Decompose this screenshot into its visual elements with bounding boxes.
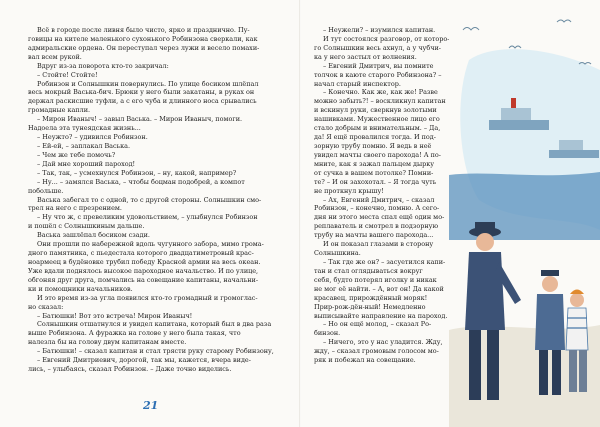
text-line: но сказал: xyxy=(28,302,64,311)
text-line: реплаватель и смотрел в подзорную xyxy=(314,222,439,231)
text-line: Всё в городе после ливня было чисто, ярко и празднично. Пу- xyxy=(37,26,250,34)
text-line: – Евгений Дмитрич, вы помните xyxy=(323,61,434,70)
page-number: 21 xyxy=(143,399,159,412)
text-line: громадные капли. xyxy=(28,106,91,115)
text-line: – Неужели? – изумился капитан. xyxy=(323,26,436,34)
text-line: бинзон. xyxy=(314,329,341,338)
text-line: – Ничего, это у нас уладится. Жду, xyxy=(323,338,443,347)
text-line: лись, – улыбаясь, сказал Робинзон. – Даже точно виделись. xyxy=(28,365,232,374)
text-line: Прир-рож-дён-ный! Немедленно xyxy=(314,302,426,311)
text-line: не проткнул крышу! xyxy=(314,186,384,195)
text-line: вал всем рукой. xyxy=(28,52,82,61)
text-line: адмиральские ордена. Он переступал через лужи и весело помахи- xyxy=(28,43,260,52)
text-line: весь мокрый Васька-бич. Брюки у него были закатаны, в руках он xyxy=(28,88,255,97)
text-line: выше Робинзона. А фуражка на голове у него была такая, что xyxy=(28,329,241,338)
text-line: Васька зашлёпал босиком сзади. xyxy=(37,231,150,240)
text-line: – Так где же он? – засуетился капи- xyxy=(323,257,446,266)
text-line: Они прошли по набережной вдоль чугунного забора, мимо грома- xyxy=(37,240,264,249)
text-line: зорную трубу помню. Я ведь в неё xyxy=(314,141,432,150)
text-line: – Так, так, – усмехнулся Робинзон, – ну, какой, например? xyxy=(37,168,237,177)
text-line: – Евгений Дмитриевич, дорогой, так мы, кажется, вчера виде- xyxy=(37,356,251,365)
text-line: не мог её найти. – А, вот он! Да какой xyxy=(314,284,444,293)
text-line: – Неужто? – удивился Робинзон. xyxy=(37,133,148,142)
text-line: побольше. xyxy=(28,186,64,195)
text-line: Робинзон, – конечно, помню. А сего- xyxy=(314,204,440,213)
text-line: – Стойте! Стойте! xyxy=(37,70,98,79)
text-line: – Батюшки! – сказал капитан и стал трясти руку старому Робинзону, xyxy=(37,347,274,356)
text-line: И он показал глазами в сторону xyxy=(323,240,434,249)
text-line: – Батюшки! Вот это встреча! Мирон Иваныч! xyxy=(37,311,193,320)
text-line: – Ей-ей, – заплакал Васька. xyxy=(37,141,131,150)
text-line: обгоняя друг друга, помчались на совещание капитаны, начальни- xyxy=(28,275,259,284)
text-line: – Конечно. Как же, как же! Разве xyxy=(323,88,438,97)
text-line: И это время из-за угла появился кто-то громадный и громоглас- xyxy=(37,293,258,302)
text-line: – Ну... – замялся Васька, – чтобы боцман подобрей, а компот xyxy=(37,177,245,186)
text-line: можно забыть?! – воскликнул капитан xyxy=(314,97,446,106)
text-line: Уже вдали поднялось высокое пароходное начальство. И по улице, xyxy=(28,266,259,275)
text-line: налезла бы на голову двум капитанам вместе. xyxy=(28,338,187,347)
left-page-text xyxy=(28,26,286,374)
text-line: и вскинул руки, сверкнув золотыми xyxy=(314,106,437,115)
text-line: красавец, прирождённый моряк! xyxy=(314,293,428,302)
text-line: выписывайте направление на пароход. xyxy=(314,311,448,320)
text-line: Надоела эта тунеядская жизнь... xyxy=(28,124,141,133)
text-line: Солнышкин отшатнулся и увидел капитана, который был в два раза xyxy=(37,320,272,329)
text-line: и пошёл с Солнышкиным дальше. xyxy=(28,222,145,231)
text-line: дного памятника, с пьедестала которого двадцатиметровый крас- xyxy=(28,249,254,258)
text-line: Васька забегал то с одной, то с другой стороны. Солнышкин смо- xyxy=(37,195,262,204)
text-line: – Мирон Иваныч! – завыл Васька. – Мирон Иваныч, помоги. xyxy=(37,115,243,124)
text-line: – Ну что ж, с превеликим удовольствием, – улыбнулся Робинзон xyxy=(37,213,258,222)
text-line: тан и стал оглядываться вокруг xyxy=(314,266,423,275)
text-line: да! Я ещё провалился тогда. И под- xyxy=(314,133,436,142)
text-line: трел на него с презрением. xyxy=(28,204,122,213)
text-line: Вдруг из-за поворота кто-то закричал: xyxy=(37,61,169,70)
text-line: Солнышкина. xyxy=(314,249,361,258)
text-line: толчок в каюте старого Робинзона? – xyxy=(314,70,442,79)
text-line: – Дай мне хороший пароход! xyxy=(37,159,136,168)
text-line: Робинзон и Солнышкин повернулись. По улице босиком шлёпал xyxy=(37,79,259,88)
text-line: держал раскисшие туфли, а с его чуба и длинного носа срывались xyxy=(28,97,257,106)
text-line: жду, – сказал громовым голосом мо- xyxy=(314,347,439,356)
text-line: увидел мачты своего парохода! А по- xyxy=(314,150,441,159)
text-line: от сучка в вашем потолке? Помни- xyxy=(314,168,434,177)
text-line: И тут состоялся разговор, от которо- xyxy=(323,34,450,43)
text-line: – Чем же тебе помочь? xyxy=(37,150,116,159)
text-line: дня ни этого места спал ещё один мо- xyxy=(314,213,445,222)
text-line: трубу на мачты вашего парохода... xyxy=(314,231,434,240)
text-line: – Ах, Евгений Дмитрич, – сказал xyxy=(323,195,435,204)
text-line: говицы на кителе маленького сухонького Робинзона сверкали, как xyxy=(28,34,258,43)
text-line: нашивками. Мужественное лицо его xyxy=(314,115,440,124)
text-line: мните, как я зажал пальцем дырку xyxy=(314,159,435,168)
right-page-text xyxy=(314,26,455,365)
text-line: – Но он ещё молод, – сказал Ро- xyxy=(323,320,432,329)
text-line: себя, будто потерял иголку и никак xyxy=(314,275,437,284)
page-gutter xyxy=(299,0,301,427)
illustration xyxy=(449,0,600,427)
text-line: стало добрым и внимательным. – Да, xyxy=(314,124,441,133)
text-line: ка у него застыл от волнения. xyxy=(314,52,417,61)
text-line: начал старый инспектор. xyxy=(314,79,401,88)
text-line: ки и помощники начальников. xyxy=(28,284,133,293)
text-line: ноармеец в будёновке трубил победу Красной армии на весь океан. xyxy=(28,257,261,266)
text-line: го Солнышкин весь ахнул, а у чубчи- xyxy=(314,43,441,52)
text-line: те? – И он захохотал. – Я тогда чуть xyxy=(314,177,437,186)
text-line: ряк и побежал на совещание. xyxy=(314,356,416,365)
